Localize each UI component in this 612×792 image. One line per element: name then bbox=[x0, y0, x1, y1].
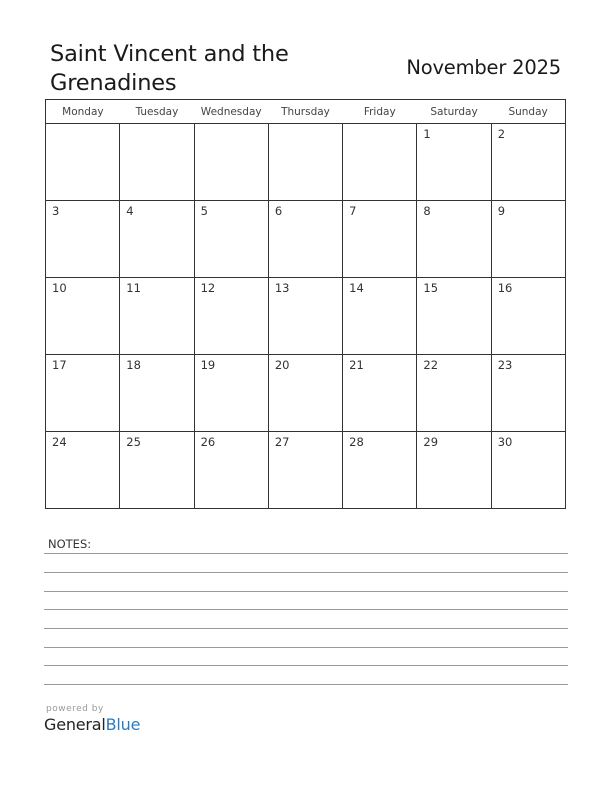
day-number: 23 bbox=[497, 358, 513, 372]
day-cell bbox=[343, 278, 417, 355]
day-cell bbox=[417, 124, 491, 201]
day-cell bbox=[343, 124, 417, 201]
day-number: 25 bbox=[126, 435, 141, 449]
day-number: 20 bbox=[274, 358, 290, 372]
powered-by-text: powered by bbox=[46, 704, 104, 714]
weekday-header: Monday bbox=[46, 100, 120, 124]
day-cell bbox=[194, 201, 268, 278]
day-number: 21 bbox=[349, 358, 364, 372]
day-cell bbox=[120, 201, 194, 278]
day-cell bbox=[417, 278, 491, 355]
day-number: 26 bbox=[200, 435, 216, 449]
day-cell bbox=[120, 124, 194, 201]
brand-general-text: General bbox=[44, 715, 106, 734]
day-number: 7 bbox=[349, 204, 357, 218]
day-cell bbox=[491, 278, 565, 355]
day-number: 6 bbox=[274, 204, 283, 218]
week-row bbox=[46, 432, 566, 509]
notes-line bbox=[44, 628, 568, 629]
day-number: 8 bbox=[423, 204, 431, 218]
day-cell bbox=[491, 432, 565, 509]
notes-line bbox=[44, 684, 568, 685]
day-cell bbox=[46, 278, 120, 355]
brand-blue-text: Blue bbox=[105, 715, 141, 734]
week-row bbox=[46, 278, 566, 355]
week-row bbox=[46, 355, 566, 432]
day-cell bbox=[268, 432, 342, 509]
day-number: 18 bbox=[126, 358, 141, 372]
day-number: 29 bbox=[423, 435, 439, 449]
day-cell bbox=[417, 355, 491, 432]
notes-line bbox=[44, 647, 568, 648]
day-number: 22 bbox=[423, 358, 439, 372]
notes-line bbox=[44, 553, 568, 554]
day-number: 5 bbox=[200, 204, 208, 218]
day-number: 19 bbox=[200, 358, 216, 372]
day-cell bbox=[268, 278, 342, 355]
day-cell bbox=[120, 355, 194, 432]
weekday-header: Saturday bbox=[417, 100, 491, 124]
day-cell bbox=[491, 124, 565, 201]
day-cell bbox=[46, 201, 120, 278]
day-cell bbox=[194, 278, 268, 355]
day-cell bbox=[491, 355, 565, 432]
day-cell bbox=[268, 124, 342, 201]
day-number: 27 bbox=[274, 435, 290, 449]
day-number: 2 bbox=[497, 127, 506, 141]
day-number: 15 bbox=[423, 281, 439, 295]
day-number: 24 bbox=[52, 435, 67, 449]
month-year-heading: November 2025 bbox=[406, 56, 561, 79]
day-number bbox=[269, 124, 342, 127]
week-row bbox=[46, 201, 566, 278]
day-cell bbox=[491, 201, 565, 278]
weekday-header: Friday bbox=[343, 100, 417, 124]
brand-wordmark bbox=[44, 715, 140, 734]
day-number bbox=[343, 124, 416, 127]
day-cell bbox=[194, 355, 268, 432]
day-number: 1 bbox=[423, 127, 431, 141]
day-cell bbox=[268, 355, 342, 432]
day-cell bbox=[46, 355, 120, 432]
day-number: 9 bbox=[497, 204, 506, 218]
day-number: 11 bbox=[126, 281, 141, 295]
day-cell bbox=[417, 432, 491, 509]
calendar-grid bbox=[45, 99, 566, 509]
notes-label: NOTES: bbox=[48, 537, 92, 551]
notes-line bbox=[44, 665, 568, 666]
day-cell bbox=[343, 432, 417, 509]
weekday-header: Thursday bbox=[268, 100, 342, 124]
day-number bbox=[46, 124, 119, 127]
day-number: 13 bbox=[274, 281, 290, 295]
day-number bbox=[195, 124, 268, 127]
day-number: 28 bbox=[349, 435, 364, 449]
day-cell bbox=[343, 201, 417, 278]
weekday-header: Sunday bbox=[491, 100, 565, 124]
day-cell bbox=[343, 355, 417, 432]
day-number: 10 bbox=[52, 281, 67, 295]
day-number: 12 bbox=[200, 281, 216, 295]
day-cell bbox=[194, 432, 268, 509]
day-number: 14 bbox=[349, 281, 364, 295]
page-title: Saint Vincent and the Grenadines bbox=[50, 41, 289, 96]
notes-line bbox=[44, 591, 568, 592]
day-number: 16 bbox=[497, 281, 513, 295]
day-cell bbox=[268, 201, 342, 278]
day-cell bbox=[46, 124, 120, 201]
weekday-header: Tuesday bbox=[120, 100, 194, 124]
day-number: 3 bbox=[52, 204, 60, 218]
generalblue-logo bbox=[44, 704, 140, 734]
day-cell bbox=[46, 432, 120, 509]
notes-line bbox=[44, 609, 568, 610]
weekday-header: Wednesday bbox=[194, 100, 268, 124]
day-number: 4 bbox=[126, 204, 134, 218]
day-number: 30 bbox=[497, 435, 513, 449]
weekday-header-row bbox=[46, 100, 566, 124]
day-cell bbox=[120, 278, 194, 355]
day-cell bbox=[120, 432, 194, 509]
week-row bbox=[46, 124, 566, 201]
day-number bbox=[120, 124, 193, 127]
day-number: 17 bbox=[52, 358, 67, 372]
day-cell bbox=[194, 124, 268, 201]
day-cell bbox=[417, 201, 491, 278]
notes-line bbox=[44, 572, 568, 573]
